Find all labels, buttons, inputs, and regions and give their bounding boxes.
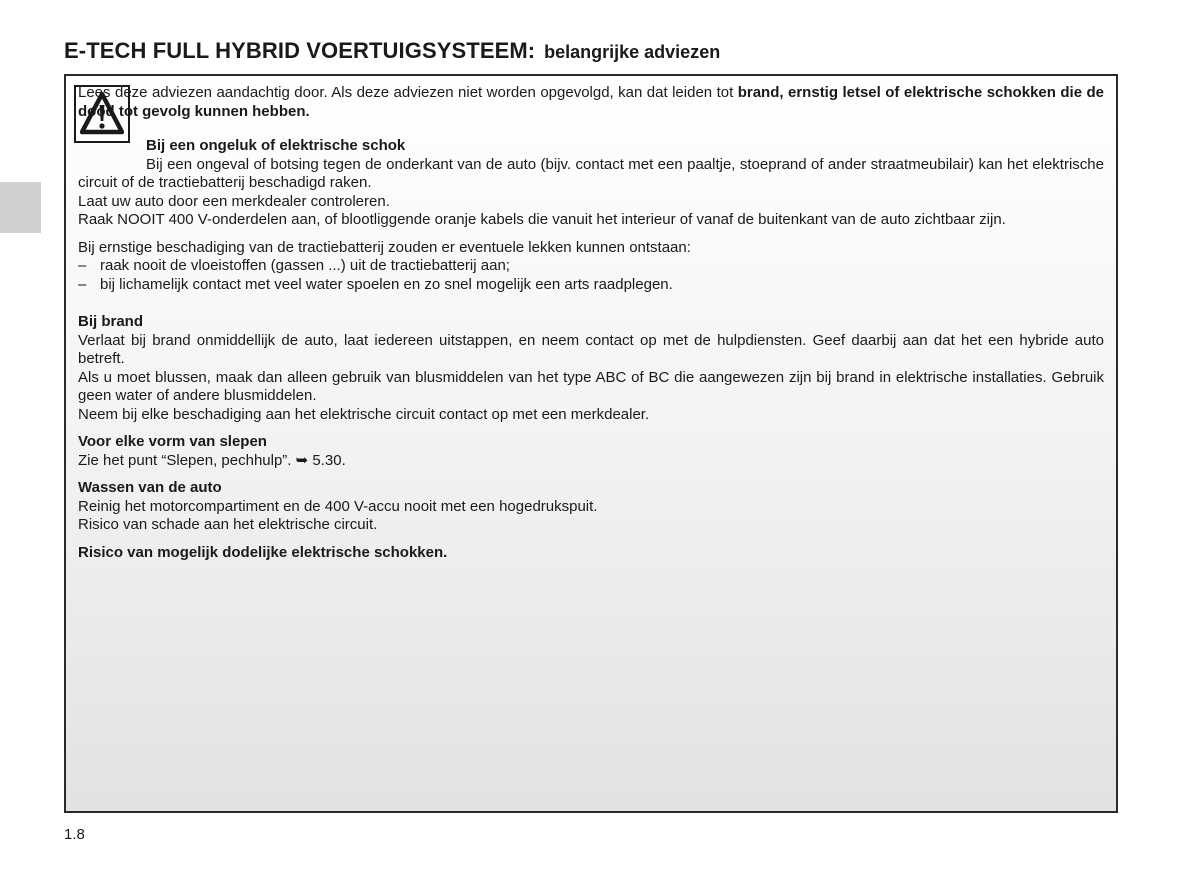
towing-heading: Voor elke vorm van slepen (78, 433, 267, 450)
fire-heading: Bij brand (78, 313, 144, 330)
accident-line-3: Raak NOOIT 400 V-onderdelen aan, of blootliggende oranje kabels die vanuit het interieur of vanaf de buitenkant van de auto zichtbaar zijn. (78, 211, 1006, 228)
accident-line-1: Bij een ongeval of botsing tegen de onderkant van de auto (bijv. contact met een paaltje, stoeprand of ander straatmeubilair) kan het elektrische circuit of de tractiebatterij beschadigd raken. (78, 155, 1104, 191)
accident-line-2: Laat uw auto door een merkdealer controleren. (78, 192, 390, 210)
damage-list-item-1: – raak nooit de vloeistoffen (gassen ...) uit de tractiebatterij aan; (78, 257, 1104, 276)
fire-line-2: Als u moet blussen, maak dan alleen gebruik van blusmiddelen van het type ABC of BC die aangewezen zijn bij brand in elektrische installaties. Gebruik geen water of andere blusmiddelen. (78, 368, 1104, 404)
warning-intro-bold: brand, ernstig letsel of elektrische schokken die de dood tot gevolg kunnen hebben. (78, 84, 1104, 120)
washing-heading: Wassen van de auto (78, 479, 222, 496)
warning-intro-text: Lees deze adviezen aandachtig door. Als deze adviezen niet worden opgevolgd, kan dat leiden tot (78, 84, 738, 101)
page-number: 1.8 (64, 826, 85, 843)
washing-line-2: Risico van schade aan het elektrische circuit. (78, 516, 378, 533)
damage-list (78, 257, 1104, 294)
section-tab-marker (0, 182, 41, 233)
page-title-sub: belangrijke adviezen (544, 42, 721, 62)
towing-text: Zie het punt “Slepen, pechhulp”. ➥ 5.30. (78, 451, 346, 469)
warning-box (64, 74, 1118, 813)
fire-line-3: Neem bij elke beschadiging aan het elektrische circuit contact op met een merkdealer. (78, 405, 650, 423)
warning-content (78, 84, 1104, 562)
damage-list-item-2: – bij lichamelijk contact met veel water spoelen en zo snel mogelijk een arts raadplegen. (78, 276, 1104, 295)
accident-paragraph (78, 156, 1104, 193)
closing-warning: Risico van mogelijk dodelijke elektrische schokken. (78, 543, 448, 561)
accident-heading: Bij een ongeluk of elektrische schok (146, 137, 406, 154)
page-title (64, 29, 720, 66)
fire-line-1: Verlaat bij brand onmiddellijk de auto, laat iedereen uitstappen, en neem contact op met de hulpdiensten. Geef daarbij aan dat het een hybride auto betreft. (78, 331, 1104, 367)
page-title-main: E-TECH FULL HYBRID VOERTUIGSYSTEEM: (64, 38, 536, 63)
warning-intro (78, 84, 1104, 121)
washing-line-1: Reinig het motorcompartiment en de 400 V-accu nooit met een hogedrukspuit. (78, 497, 598, 515)
damage-intro: Bij ernstige beschadiging van de tractiebatterij zouden er eventuele lekken kunnen ontstaan: (78, 238, 691, 256)
